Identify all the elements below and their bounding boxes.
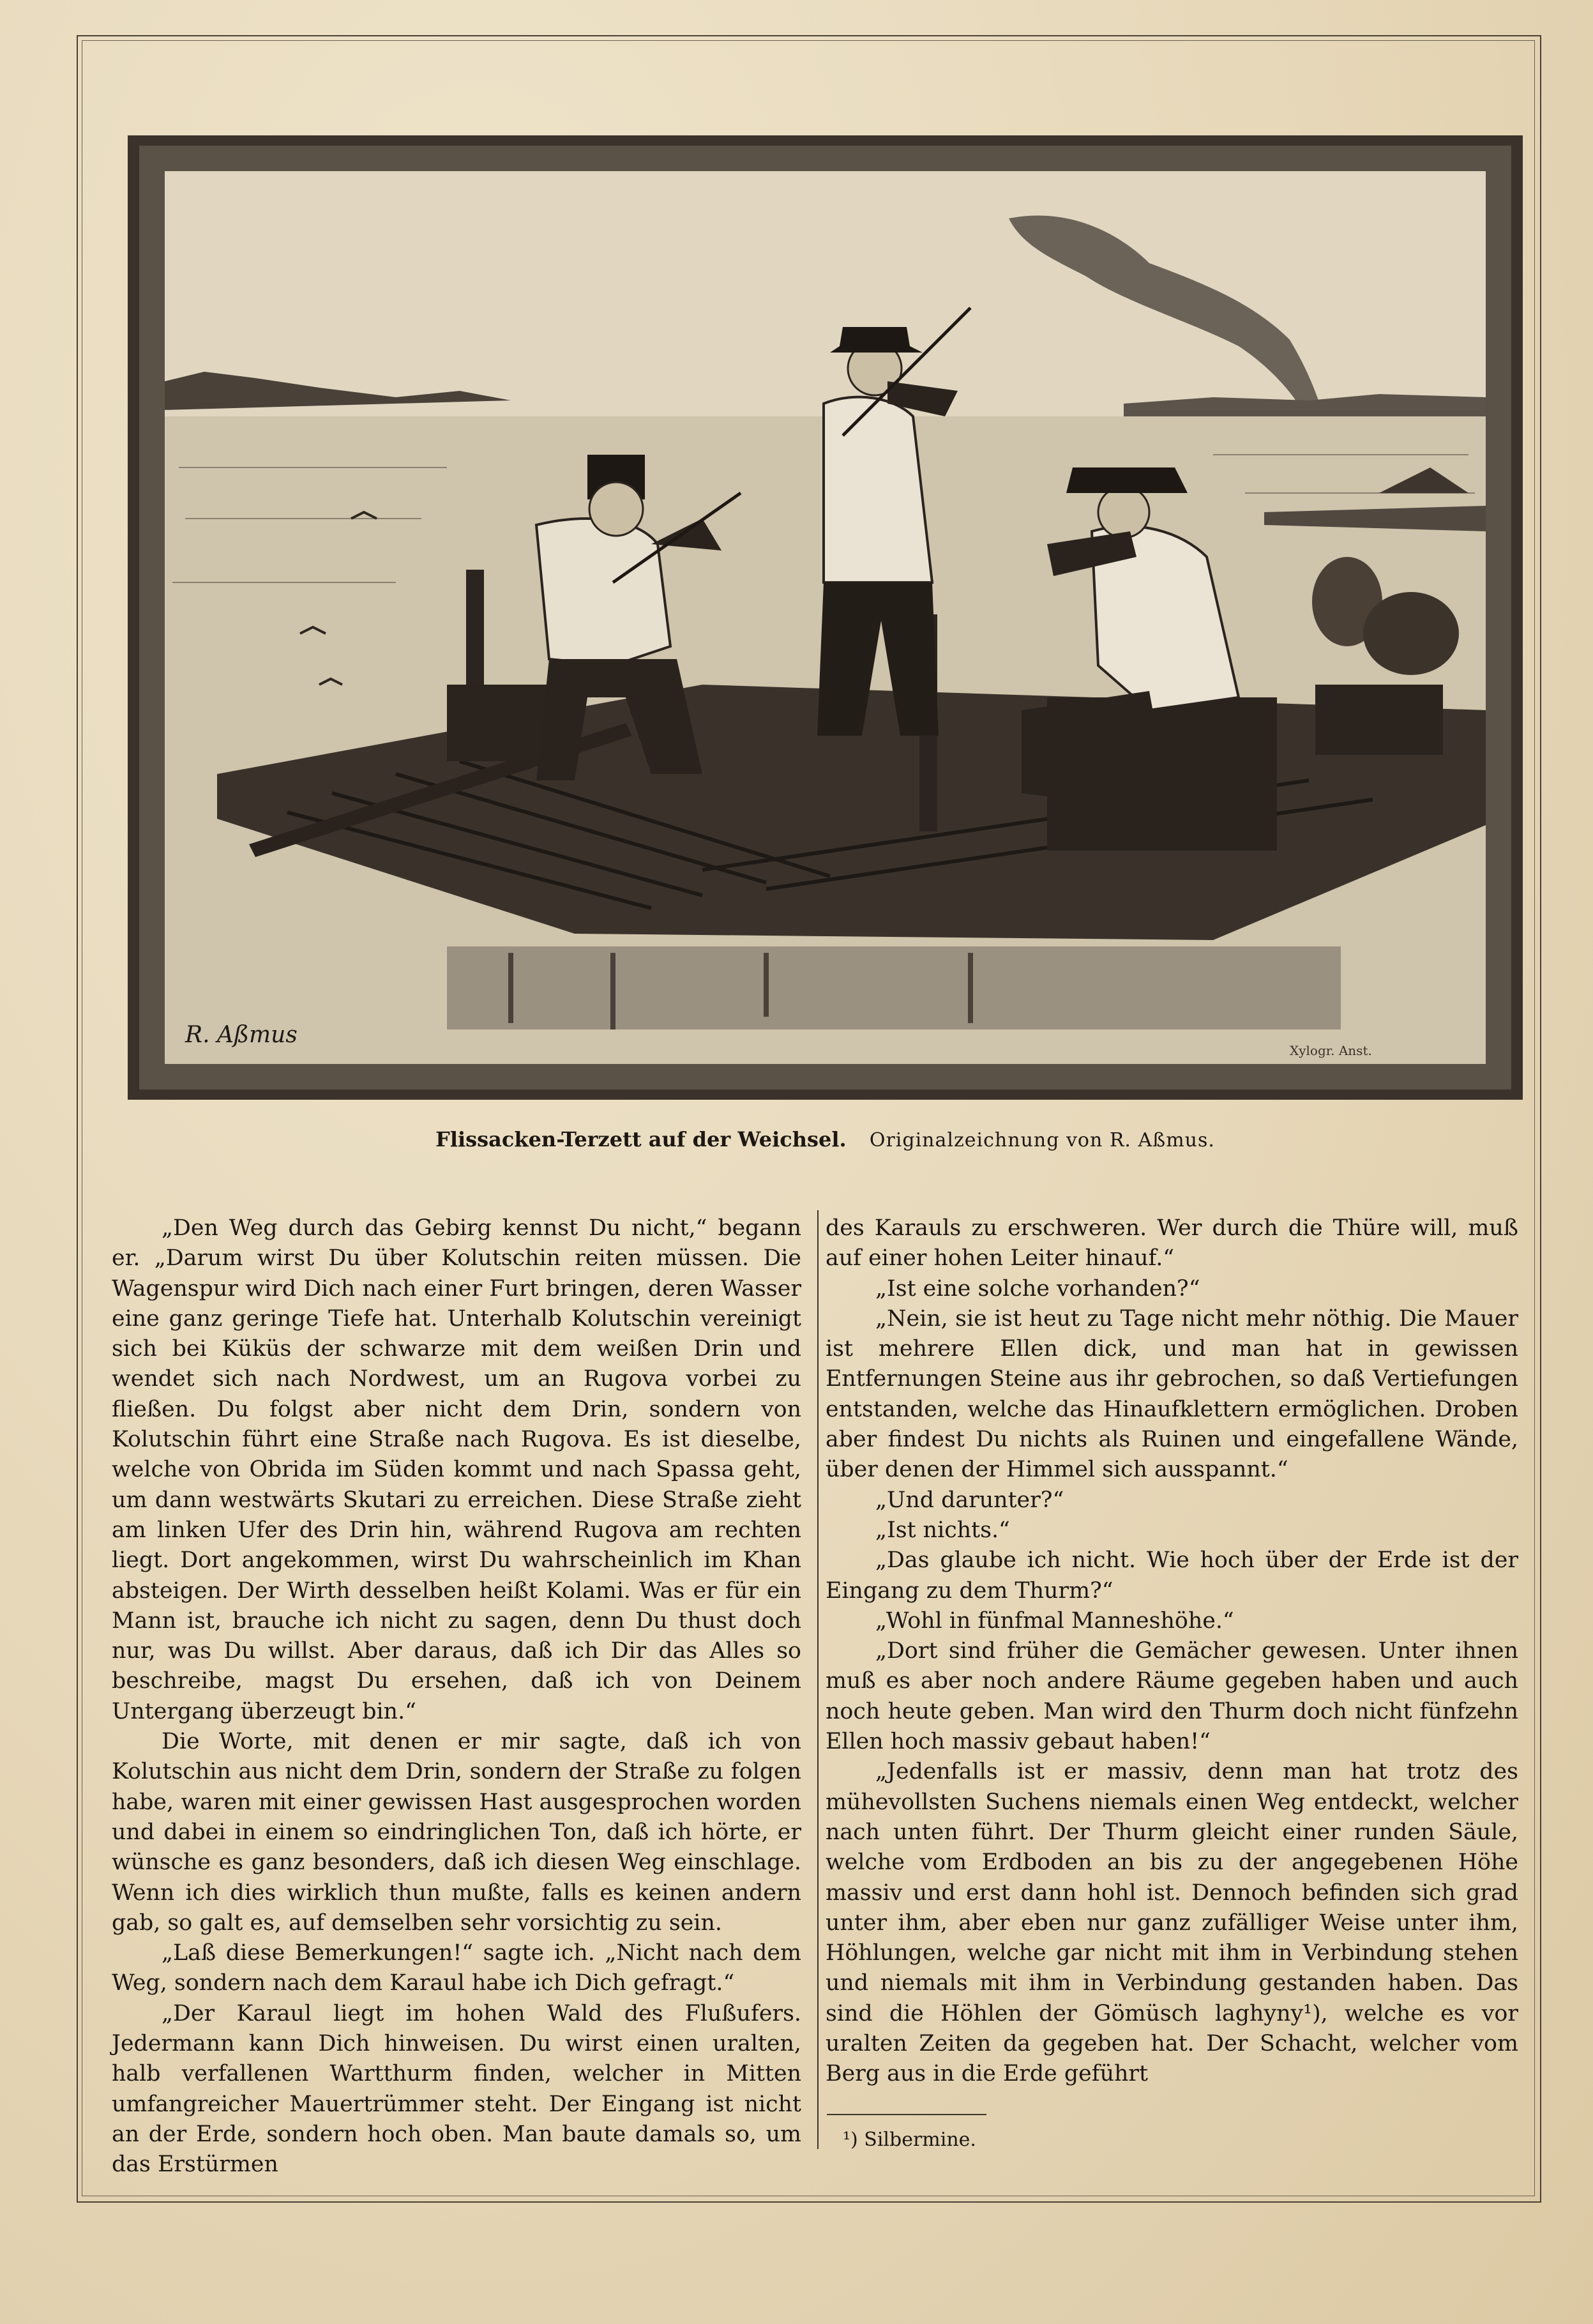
- paragraph: „Das glaube ich nicht. Wie hoch über der Erde ist der Eingang zu dem Thurm?“: [826, 1547, 1518, 1604]
- paragraph: „Nein, sie ist heut zu Tage nicht mehr nöthig. Die Mauer ist mehrere Ellen dick, und man hat in gewissen Entfernungen Steine aus ihr gebrochen, so daß Vertiefungen entstanden, welche das Hinaufklettern ermöglichen. Droben aber findest Du nichts als Ruinen und eingefallene Wände, über denen der Himmel sich ausspannt.“: [826, 1305, 1518, 1483]
- paragraph: „Wohl in fünfmal Manneshöhe.“: [875, 1607, 1234, 1634]
- caption-credit: Originalzeichnung von R. Aßmus.: [869, 1129, 1215, 1151]
- engraving-illustration: [128, 135, 1523, 1100]
- footnote: [843, 2129, 976, 2151]
- raft-musicians-engraving: [128, 135, 1523, 1100]
- right-text-column: [826, 1213, 1518, 2152]
- illustration-caption: [128, 1127, 1523, 1151]
- paragraph: des Karauls zu erschweren. Wer durch die Thüre will, muß auf einer hohen Leiter hinauf.“: [826, 1215, 1518, 1272]
- left-text-column: [112, 1213, 801, 2178]
- artist-signature: R. Aßmus: [185, 1022, 298, 1048]
- paragraph: „Ist nichts.“: [875, 1517, 1010, 1543]
- paragraph: „Den Weg durch das Gebirg kennst Du nicht,“ begann er. „Darum wirst Du über Kolutschin reiten müssen. Die Wagenspur wird Dich nach einer Furt bringen, deren Wasser eine ganz geringe Tiefe hat. Unterhalb Kolutschin vereinigt sich bei Küküs der schwarze mit dem weißen Drin und wendet sich nach Nordwest, um an Rugova vorbei zu fließen. Du folgst aber nicht dem Drin, sondern von Kolutschin führt eine Straße nach Rugova. Es ist dieselbe, welche von Obrida im Süden kommt und nach Spassa geht, um dann westwärts Skutari zu erreichen. Diese Straße zieht am linken Ufer des Drin hin, während Rugova am rechten liegt. Dort angekommen, wirst Du wahrscheinlich im Khan absteigen. Der Wirth desselben heißt Kolami. Was er für ein Mann ist, brauche ich nicht zu sagen, denn Du thust doch nur, was Du willst. Aber daraus, daß ich Dir das Alles so beschreibe, magst Du ersehen, daß ich von Deinem Untergang überzeugt bin.“: [112, 1215, 801, 1724]
- paragraph: „Ist eine solche vorhanden?“: [875, 1275, 1200, 1302]
- paragraph: „Laß diese Bemerkungen!“ sagte ich. „Nicht nach dem Weg, sondern nach dem Karaul habe ich Dich gefragt.“: [112, 1940, 801, 1996]
- paragraph: „Jedenfalls ist er massiv, denn man hat trotz des mühevollsten Suchens niemals einen Weg entdeckt, welcher nach unten führt. Der Thurm gleicht einer runden Säule, welche vom Erdboden an bis zu der angegebenen Höhe massiv und erst dann hohl ist. Dennoch befinden sich grad unter ihm, aber eben nur ganz zufälliger Weise unter ihm, Höhlungen, welche gar nicht mit ihm in Verbindung stehen und niemals mit ihm in Verbindung gestanden haben. Das sind die Höhlen der Gömüsch laghyny¹), welche es vor uralten Zeiten da gegeben hat. Der Schacht, welcher vom Berg aus in die Erde geführt: [826, 1759, 1518, 2087]
- paragraph: „Dort sind früher die Gemächer gewesen. Unter ihnen muß es aber noch andere Räume gegeben haben und auch noch heute geben. Man wird den Thurm doch nicht fünfzehn Ellen hoch massiv gebaut haben!“: [826, 1638, 1518, 1755]
- caption-title: Flissacken-Terzett auf der Weichsel.: [435, 1127, 847, 1151]
- footnote-text: Silbermine.: [857, 2129, 976, 2151]
- paragraph: „Und darunter?“: [875, 1487, 1064, 1513]
- engraver-mark: Xylogr. Anst.: [1290, 1043, 1372, 1058]
- paragraph: Die Worte, mit denen er mir sagte, daß ich von Kolutschin aus nicht dem Drin, sondern der Straße zu folgen habe, waren mit einer gewissen Hast ausgesprochen worden und dabei in einem so eindringlichen Ton, daß ich hörte, er wünsche es ganz besonders, daß ich diesen Weg einschlage. Wenn ich dies wirklich thun mußte, falls es keinen andern gab, so galt es, auf demselben sehr vorsichtig zu sein.: [112, 1729, 801, 1936]
- footnote-marker: ¹): [843, 2129, 858, 2151]
- paragraph: „Der Karaul liegt im hohen Wald des Flußufers. Jedermann kann Dich hinweisen. Du wirst einen uralten, halb verfallenen Wartthurm finden, welcher in Mitten umfangreicher Mauertrümmer steht. Der Eingang ist nicht an der Erde, sondern hoch oben. Man baute damals so, um das Erstürmen: [112, 2000, 801, 2178]
- column-divider: [817, 1210, 819, 2149]
- footnote-rule: [827, 2114, 986, 2115]
